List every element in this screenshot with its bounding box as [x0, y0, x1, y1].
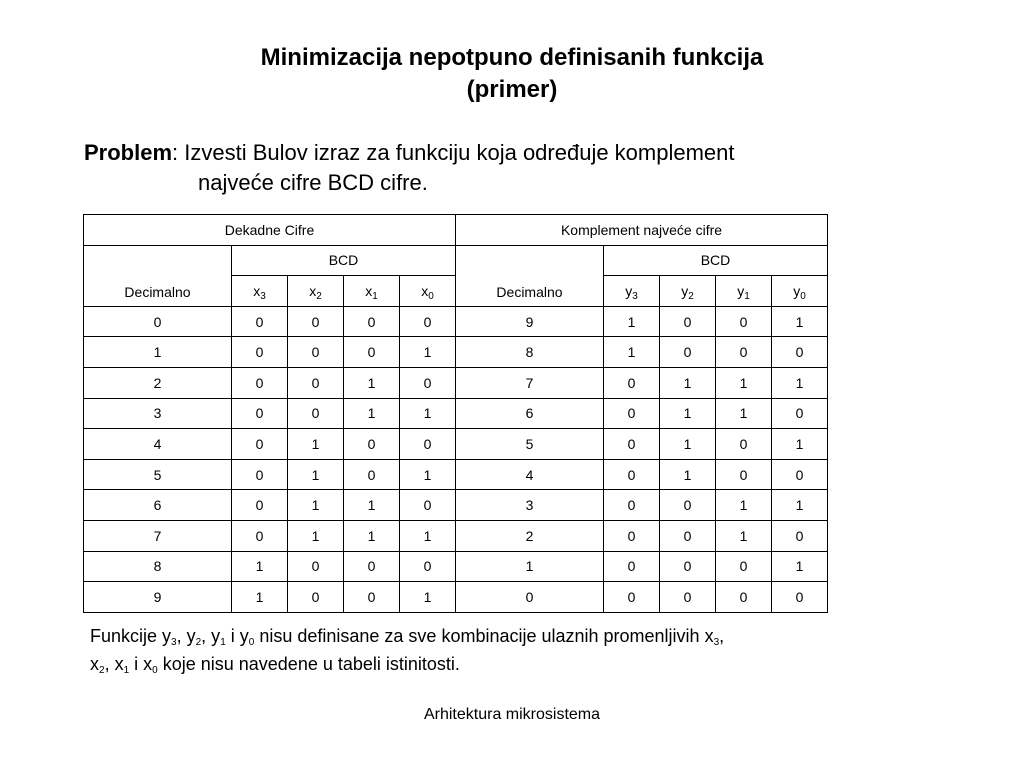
note-text	[90, 622, 950, 678]
cell-complement: 7	[456, 367, 604, 398]
cell-complement: 5	[456, 429, 604, 460]
cell-x: 0	[344, 337, 400, 368]
cell-x: 0	[344, 306, 400, 337]
footer-course-name: Arhitektura mikrosistema	[423, 706, 601, 723]
cell-x: 0	[344, 459, 400, 490]
cell-x: 0	[288, 551, 344, 582]
cell-y: 0	[604, 490, 660, 521]
cell-x: 0	[232, 367, 288, 398]
cell-x: 0	[232, 306, 288, 337]
cell-y: 0	[660, 520, 716, 551]
cell-y: 0	[604, 520, 660, 551]
cell-x: 1	[344, 520, 400, 551]
cell-x: 0	[232, 429, 288, 460]
table-row	[84, 306, 828, 337]
table-row	[84, 398, 828, 429]
cell-y: 1	[716, 398, 772, 429]
group-header-dekadne-cifre: Dekadne Cifre	[84, 215, 456, 246]
cell-x: 0	[288, 337, 344, 368]
cell-complement: 6	[456, 398, 604, 429]
cell-y: 0	[716, 459, 772, 490]
cell-y: 0	[772, 520, 828, 551]
cell-complement: 4	[456, 459, 604, 490]
cell-x: 1	[288, 490, 344, 521]
bcd-header-right: BCD	[604, 245, 828, 276]
cell-x: 1	[400, 337, 456, 368]
cell-x: 0	[400, 490, 456, 521]
cell-complement: 3	[456, 490, 604, 521]
cell-x: 1	[288, 520, 344, 551]
cell-x: 0	[344, 429, 400, 460]
cell-x: 1	[288, 459, 344, 490]
cell-complement: 1	[456, 551, 604, 582]
cell-x: 0	[288, 398, 344, 429]
bcd-header-left: BCD	[232, 245, 456, 276]
header-x3: $x_3$	[232, 276, 288, 307]
cell-decimal: 9	[84, 582, 232, 613]
cell-x: 0	[344, 551, 400, 582]
cell-decimal: 6	[84, 490, 232, 521]
header-x2: $x_2$	[288, 276, 344, 307]
cell-y: 1	[660, 398, 716, 429]
cell-y: 0	[772, 582, 828, 613]
cell-y: 0	[716, 337, 772, 368]
cell-y: 1	[716, 520, 772, 551]
cell-x: 1	[400, 459, 456, 490]
cell-x: 1	[400, 520, 456, 551]
header-y3: $y_3$	[604, 276, 660, 307]
table-row	[84, 551, 828, 582]
cell-y: 1	[660, 429, 716, 460]
cell-y: 0	[716, 582, 772, 613]
cell-x: 0	[344, 582, 400, 613]
cell-decimal: 3	[84, 398, 232, 429]
cell-x: 0	[232, 490, 288, 521]
note-line-2: $x_2$, $x_1$ i $x_0$ koje nisu navedene u tabeli istinitosti.	[90, 654, 460, 676]
table-row	[84, 490, 828, 521]
title-line-1: Minimizacija nepotpuno definisanih funkcija	[260, 44, 764, 71]
cell-x: 1	[232, 551, 288, 582]
cell-y: 1	[772, 551, 828, 582]
cell-y: 1	[660, 367, 716, 398]
table-bcd-header-row	[84, 245, 828, 276]
cell-y: 0	[660, 490, 716, 521]
header-x0: $x_0$	[400, 276, 456, 307]
cell-decimal: 0	[84, 306, 232, 337]
cell-x: 0	[400, 367, 456, 398]
table-row	[84, 429, 828, 460]
cell-decimal: 1	[84, 337, 232, 368]
cell-x: 1	[232, 582, 288, 613]
header-y2: $y_2$	[660, 276, 716, 307]
group-header-komplement: Komplement najveće cifre	[456, 215, 828, 246]
cell-y: 0	[604, 551, 660, 582]
cell-complement: 8	[456, 337, 604, 368]
cell-y: 0	[660, 306, 716, 337]
cell-x: 0	[400, 429, 456, 460]
cell-x: 0	[288, 582, 344, 613]
cell-decimal: 2	[84, 367, 232, 398]
cell-x: 1	[400, 398, 456, 429]
title-line-2: (primer)	[466, 76, 558, 103]
problem-text-line-2: najveće cifre BCD cifre.	[198, 170, 428, 195]
cell-x: 0	[400, 306, 456, 337]
cell-y: 0	[772, 459, 828, 490]
problem-label: Problem	[84, 140, 173, 165]
cell-decimal: 7	[84, 520, 232, 551]
cell-y: 0	[604, 367, 660, 398]
cell-y: 1	[772, 429, 828, 460]
header-y1: $y_1$	[716, 276, 772, 307]
cell-x: 1	[288, 429, 344, 460]
cell-decimal: 4	[84, 429, 232, 460]
cell-x: 0	[400, 551, 456, 582]
cell-y: 0	[716, 306, 772, 337]
cell-complement: 2	[456, 520, 604, 551]
cell-y: 1	[716, 367, 772, 398]
cell-y: 0	[604, 582, 660, 613]
cell-x: 0	[288, 367, 344, 398]
cell-y: 0	[660, 551, 716, 582]
cell-y: 0	[716, 429, 772, 460]
table-group-header-row	[84, 215, 828, 246]
cell-complement: 0	[456, 582, 604, 613]
cell-x: 0	[232, 337, 288, 368]
header-y0: $y_0$	[772, 276, 828, 307]
cell-x: 0	[232, 459, 288, 490]
slide-title	[0, 42, 1024, 106]
cell-x: 0	[232, 520, 288, 551]
cell-x: 0	[288, 306, 344, 337]
cell-x: 1	[344, 367, 400, 398]
cell-y: 1	[604, 337, 660, 368]
cell-x: 0	[232, 398, 288, 429]
cell-y: 0	[604, 429, 660, 460]
cell-complement: 9	[456, 306, 604, 337]
decimal-header-left: Decimalno	[84, 245, 232, 306]
table-row	[84, 582, 828, 613]
decimal-header-right: Decimalno	[456, 245, 604, 306]
cell-y: 1	[604, 306, 660, 337]
cell-y: 0	[604, 398, 660, 429]
truth-table	[83, 214, 828, 613]
cell-y: 0	[716, 551, 772, 582]
cell-decimal: 5	[84, 459, 232, 490]
cell-y: 0	[660, 582, 716, 613]
cell-y: 0	[604, 459, 660, 490]
cell-decimal: 8	[84, 551, 232, 582]
cell-x: 1	[344, 398, 400, 429]
problem-statement	[84, 138, 735, 198]
cell-y: 1	[772, 367, 828, 398]
cell-y: 1	[716, 490, 772, 521]
header-x1: $x_1$	[344, 276, 400, 307]
table-row	[84, 459, 828, 490]
cell-y: 0	[660, 337, 716, 368]
note-line-1: Funkcije $y_3$, $y_2$, $y_1$ i $y_0$ nisu definisane za sve kombinacije ulaznih promenljivih $x_3$,	[90, 626, 725, 648]
cell-y: 1	[772, 490, 828, 521]
cell-y: 0	[772, 337, 828, 368]
cell-y: 0	[772, 398, 828, 429]
table-row	[84, 337, 828, 368]
cell-x: 1	[344, 490, 400, 521]
cell-x: 1	[400, 582, 456, 613]
table-row	[84, 520, 828, 551]
cell-y: 1	[660, 459, 716, 490]
table-row	[84, 367, 828, 398]
problem-text-line-1: : Izvesti Bulov izraz za funkciju koja određuje komplement	[172, 140, 735, 165]
cell-y: 1	[772, 306, 828, 337]
